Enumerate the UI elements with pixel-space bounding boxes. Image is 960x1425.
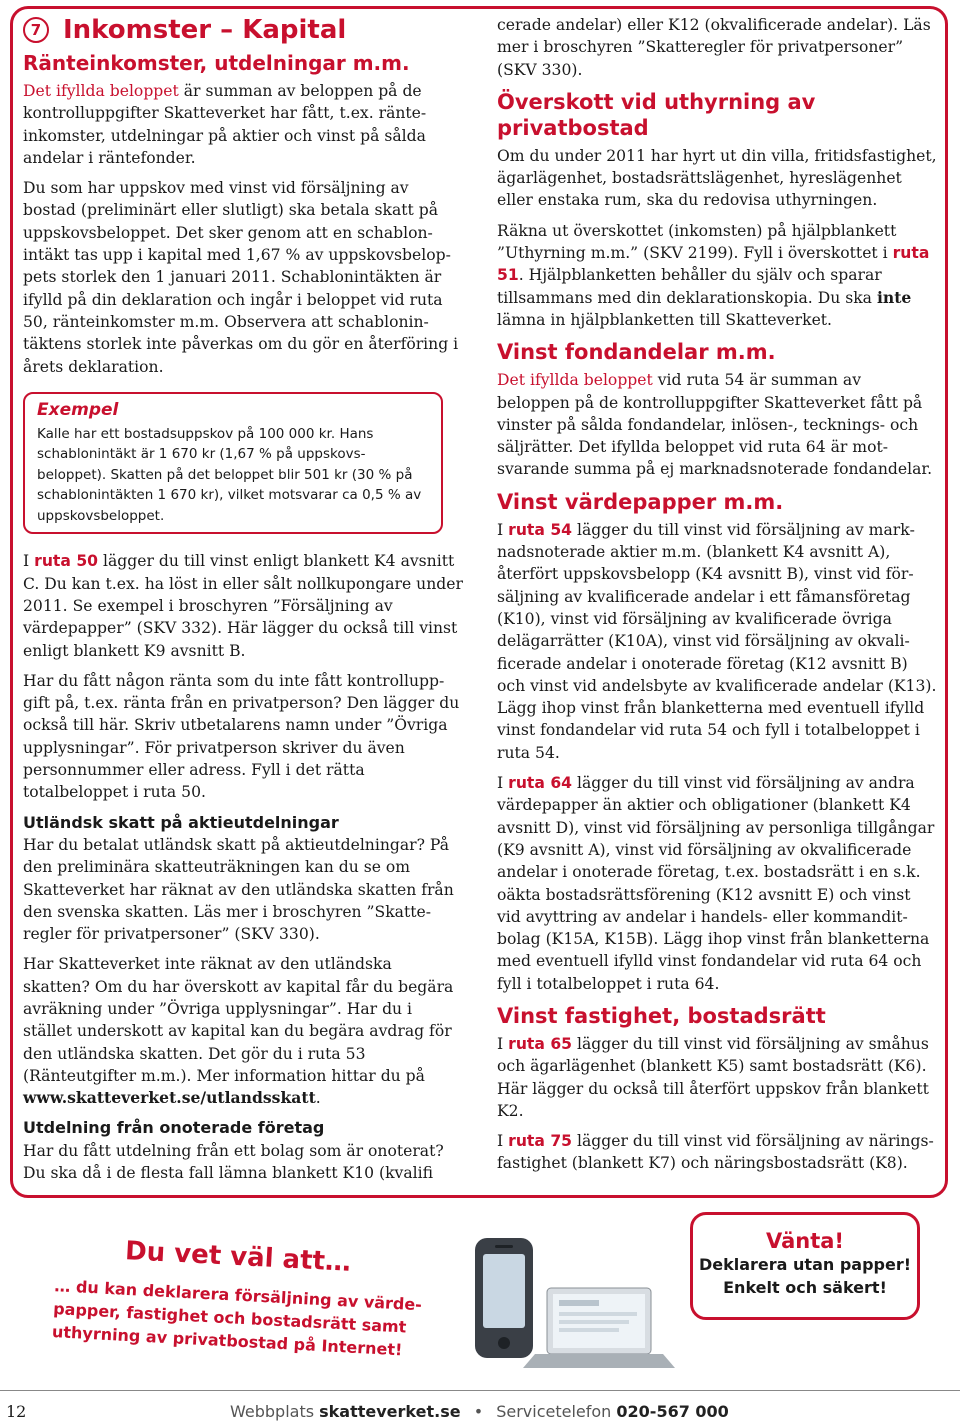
- text: lägger du till vinst enligt blankett K4 avsnitt C. Du kan t.ex. ha löst in eller sålt nollkupongare under 2011. Se exempel i broschyren ”Försäljning av värdepapper” (SKV 332). Här lägger du också till vinst enligt blankett K9 avsnitt B.: [23, 552, 463, 660]
- ruta-label: ruta 50: [34, 552, 99, 571]
- example-title: Exempel: [37, 399, 119, 420]
- section-number-badge: 7: [23, 17, 49, 43]
- paragraph-ifyllda-beloppet: [23, 80, 463, 169]
- laptop-icon: [523, 1288, 675, 1368]
- paragraph-ruta-51: [497, 220, 937, 331]
- paragraph-utdelning: Har du fått utdelning från ett bolag som är onoterat? Du ska då i de flesta fall lämna blankett K10 (kvalifi: [23, 1141, 444, 1183]
- red-lead: Det ifyllda beloppet: [497, 371, 653, 390]
- text: I: [497, 520, 509, 539]
- example-box: [23, 392, 443, 535]
- web-label: Webbplats: [230, 1402, 320, 1421]
- banner-title: Du vet väl att…: [124, 1236, 352, 1278]
- heading-vinst-vardepapper: Vinst värdepapper m.m.: [497, 489, 784, 514]
- text: lägger du till vinst vid försäljning av andra värdepapper än aktier och obligationer (blankett K4 avsnitt D), vinst vid försäljning av personliga tillgångar (K9 avsnitt A), vinst vid försäljning av okvalificerade andelar i onoterade företag, t.ex. bostadsrätt i en s.k. oäkta bostadsrättsförening (K12 avsnitt E) och vinst vid avyttring av andelar i handels- eller kommanditbolag (K15A, K15B). Lägg ihop vinst från blanketterna med eventuell ifylld vinst fondandelar vid ruta 64 och fyll i totalbeloppet i ruta 64.: [497, 774, 935, 993]
- text: Räkna ut överskottet (inkomsten) på hjälpblankett ”Uthyrning m.m.” (SKV 2199). Fyll i överskottet i: [497, 221, 897, 263]
- phone-label: Servicetelefon: [496, 1402, 617, 1421]
- footer-separator: •: [473, 1402, 484, 1421]
- ruta-label: ruta 75: [508, 1132, 573, 1151]
- ruta-label: ruta 64: [508, 774, 573, 793]
- devices-illustration: [455, 1228, 685, 1388]
- bubble-line-1: Deklarera utan papper!: [698, 1255, 912, 1274]
- heading-ranteinkomster: Ränteinkomster, utdelningar m.m.: [23, 51, 410, 75]
- ruta-label: ruta 51: [497, 244, 930, 285]
- paragraph-avrakning: Har Skatteverket inte räknat av den utländska skatten? Om du har överskott av kapital får du begära avräkning under ”Övriga upplysningar”. Har du i stället underskott av kapital kan du begära avdrag för den utländska skatten. Det gör du i ruta 53 (Ränteutgifter m.m.). Mer information hittar du på www.skatteverket.se/utlandsskatt.: [23, 955, 454, 1108]
- paragraph-uppskov: Du som har uppskov med vinst vid försäljning av bostad (preliminärt eller slutligt) ska betala skatt på uppskovsbeloppet. Det sker genom att en schablonintäkt tas upp i kapital med 1,67 % av uppskovsbeloppets storlek den 1 januari 2011. Schablonintäkten är ifylld på din deklaration och ingår i beloppet vid ruta 50, ränteinkomster m.m. Observera att schablonintäktens storlek inte påverkas om du gör en återföring i årets deklaration.: [23, 179, 459, 376]
- text: I: [23, 552, 35, 571]
- page-title-text: Inkomster – Kapital: [63, 15, 347, 45]
- paragraph-ruta-54: [497, 519, 937, 764]
- bubble-line-2: Enkelt och säkert!: [723, 1278, 887, 1297]
- did-you-know-banner: [35, 1226, 435, 1366]
- text: lägger du till vinst vid försäljning av näringsfastighet (blankett K7) och näringsbostadsrätt (K8).: [497, 1132, 934, 1173]
- paragraph-uthyrning: Om du under 2011 har hyrt ut din villa, fritidsfastighet, ägarlägenhet, bostadsrättslägenhet, hyreslägenhet eller enstaka rum, ska du redovisa uthyrningen.: [497, 146, 937, 210]
- bubble-title: Vänta!: [765, 1229, 844, 1253]
- heading-vinst-fastighet: Vinst fastighet, bostadsrätt: [497, 1003, 826, 1028]
- paragraph-ruta-75: [497, 1130, 937, 1175]
- page-title: [23, 14, 463, 46]
- text: lämna in hjälpblanketten till Skatteverket.: [497, 310, 833, 329]
- paragraph-ruta-65: [497, 1033, 937, 1122]
- paragraph-fondandelar: [497, 369, 937, 480]
- text: . Hjälpblanketten behåller du själv och sparar tillsammans med din deklarationskopia. Du ska: [497, 266, 882, 307]
- heading-utdelning-onoterade: Utdelning från onoterade företag: [23, 1118, 325, 1138]
- text: lägger du till vinst vid försäljning av marknadsnoterade aktier m.m. (blankett K4 avsnitt A), återfört uppskovsbelopp (K4 avsnitt B), vinst vid försäljning av kvalificerade andelar i ett fåmansföretag (K10), vinst vid försäljning av kvalificerade övriga delägarrätter (K10A), vinst vid försäljning av okvalificerade andelar i onoterade företag (K12 avsnitt B) och vinst vid andelsbyte av kvalificerade andelar (K13). Lägg ihop vinst från blanketterna med eventuell ifylld vinst fondandelar vid ruta 54 och fyll i totalbeloppet i ruta 54.: [497, 520, 937, 762]
- page-number: 12: [6, 1402, 27, 1421]
- paragraph-ruta-50: [23, 550, 463, 661]
- example-text: Kalle har ett bostadsuppskov på 100 000 kr. Hans schablonintäkt är 1 670 kr (1,67 % på uppskovsbeloppet). Skatten på det beloppet blir 501 kr (30 % på schablonintäkten 1 670 kr), vilket motsvarar ca 0,5 % av uppskovsbeloppet.: [37, 425, 422, 524]
- text: vid ruta 54 är summan av beloppen på de kontrolluppgifter Skatteverket fått på vinster på sålda fondandelar, inlösen-, tecknings- och säljrätter. Det ifyllda beloppet vid ruta 64 är motsvarande summa på ej marknadsnoterade fondandelar.: [497, 371, 933, 479]
- heading-overskott-uthyrning: Överskott vid uthyrning av privatbostad: [497, 89, 816, 140]
- red-lead: Det ifyllda beloppet: [23, 82, 179, 100]
- banner-text: … du kan deklarera försäljning av värdepapper, fastighet och bostadsrätt samt uthyrning av privatbostad på Internet!: [51, 1276, 423, 1360]
- footer-divider: [0, 1390, 960, 1391]
- phone-icon: [475, 1238, 533, 1358]
- paragraph-utlandsk-skatt: Har du betalat utländsk skatt på aktieutdelningar? På den preliminära skatteuträkningen kan du se om Skatteverket har räknat av den utländska skatten från den svenska skatten. Läs mer i broschyren ”Skatteregler för privatpersoner” (SKV 330).: [23, 835, 454, 944]
- text: lägger du till vinst vid försäljning av småhus och ägarlägenhet (blankett K5) samt bostadsrätt (K6). Här lägger du också till återfört uppskov från blankett K2.: [497, 1034, 929, 1120]
- text: Har Skatteverket inte räknat av den utländska skatten? Om du har överskott av kapital får du begära avräkning under ”Övriga upplysningar”. Har du i stället underskott av kapital kan du begära avdrag för den utländska skatten. Det gör du i ruta 53 (Ränteutgifter m.m.). Mer information hittar du på: [23, 955, 454, 1085]
- paragraph-continued: cerade andelar) eller K12 (okvalificerade andelar). Läs mer i broschyren ”Skatteregler för privatpersoner” (SKV 330).: [497, 16, 931, 79]
- phone-number: 020-567 000: [616, 1402, 729, 1421]
- paragraph-ruta-64: [497, 772, 937, 995]
- wait-speech-bubble: [690, 1212, 920, 1320]
- heading-vinst-fondandelar: Vinst fondandelar m.m.: [497, 340, 776, 365]
- text: I: [497, 1034, 509, 1053]
- paragraph-text: är summan av beloppen på de kontrolluppgifter Skatteverket har fått, t.ex. ränteinkomster, utdelningar på aktier och vinst på sålda andelar i räntefonder.: [23, 82, 427, 167]
- right-column: [497, 14, 937, 1183]
- ruta-label: ruta 65: [508, 1034, 573, 1053]
- web-site-link[interactable]: skatteverket.se: [319, 1402, 461, 1421]
- paragraph-ranta-kontrolluppgift: Har du fått någon ränta som du inte fått kontrolluppgift på, t.ex. ränta från en privatperson? Den lägger du också till här. Skriv utbetalarens namn under ”Övriga upplysningar”. För privatperson skriver du även personnummer eller adress. Fyll i det rätta totalbeloppet i ruta 50.: [23, 671, 460, 802]
- emphasis-inte: inte: [876, 287, 912, 307]
- utlandsskatt-link[interactable]: www.skatteverket.se/utlandsskatt: [23, 1088, 316, 1108]
- ruta-label: ruta 54: [508, 520, 573, 539]
- text: I: [497, 1132, 509, 1151]
- text: I: [497, 774, 509, 793]
- heading-utlandsk-skatt: Utländsk skatt på aktieutdelningar: [23, 812, 339, 832]
- left-column: [23, 14, 463, 1192]
- footer: [230, 1402, 729, 1421]
